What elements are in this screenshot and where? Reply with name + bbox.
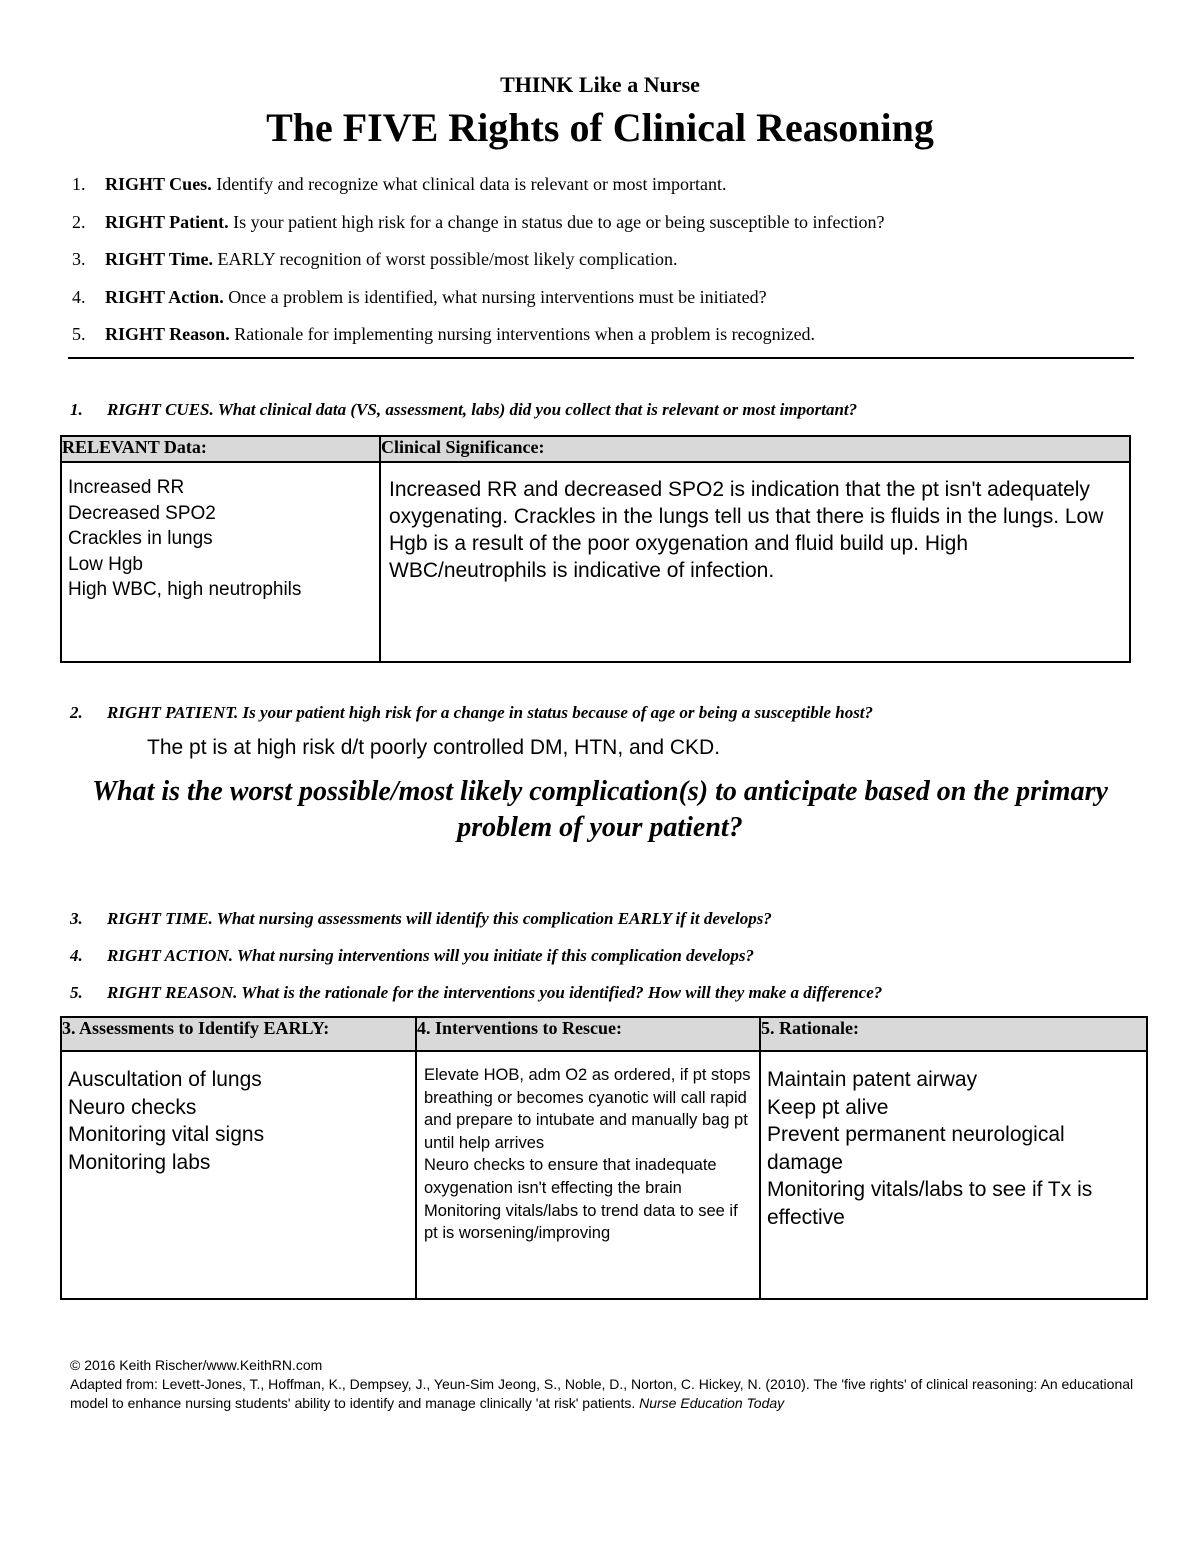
clinical-significance-cell[interactable]	[380, 462, 1130, 662]
page-title: The FIVE Rights of Clinical Reasoning	[266, 105, 934, 150]
relevant-data-item: Increased RR	[68, 477, 185, 498]
right-item: 1. RIGHT Cues. Identify and recognize what clinical data is relevant or most important.	[72, 174, 727, 194]
rationale-item: Keep pt alive	[767, 1095, 889, 1119]
assessment-item: Monitoring vital signs	[68, 1123, 265, 1146]
clinical-significance-header: Clinical Significance:	[380, 436, 1130, 462]
rationale-cell[interactable]	[760, 1051, 1147, 1299]
right-text: Identify and recognize what clinical data is relevant or most important.	[216, 174, 727, 194]
assessment-item: Monitoring labs	[68, 1150, 211, 1174]
assessments-header: 3. Assessments to Identify EARLY:	[61, 1017, 416, 1051]
rationale-item: Monitoring vitals/labs to see if Tx is effective	[767, 1178, 1093, 1229]
five-rights-list	[72, 172, 1152, 360]
clinical-significance-text: Increased RR and decreased SPO2 is indication that the pt isn't adequately oxygenating. Crackles in the lungs tell us that there is fluids in the lungs. Low Hgb is a result of the poor oxygenation and fluid build up. High WBC/neutrophils is indicative of infection.	[389, 478, 1104, 582]
relevant-data-item: High WBC, high neutrophils	[68, 579, 302, 600]
right-label: RIGHT Patient.	[105, 211, 229, 232]
intervention-item: Neuro checks to ensure that inadequate oxygenation isn't effecting the brain	[424, 1156, 717, 1197]
right-label: RIGHT Cues.	[105, 174, 212, 194]
right-label: RIGHT Reason.	[105, 324, 230, 344]
copyright: © 2016 Keith Rischer/www.KeithRN.com	[70, 1357, 323, 1373]
relevant-data-cell[interactable]	[61, 462, 380, 662]
relevant-data-header: RELEVANT Data:	[61, 436, 380, 462]
cues-question: 1. RIGHT CUES. What clinical data (VS, assessment, labs) did you collect that is relevant or most important?	[70, 400, 858, 419]
relevant-data-item: Decreased SPO2	[68, 502, 216, 524]
section-divider	[68, 357, 1134, 359]
relevant-data-item: Low Hgb	[68, 553, 143, 575]
cues-table	[60, 435, 1131, 663]
interventions-cell[interactable]	[416, 1051, 760, 1299]
right-item: 3. RIGHT Time. EARLY recognition of worst possible/most likely complication.	[72, 249, 678, 269]
interventions-table	[60, 1016, 1148, 1300]
interventions-header: 4. Interventions to Rescue:	[416, 1017, 760, 1051]
right-item: 2. RIGHT Patient. Is your patient high risk for a change in status due to age or being susceptible to infection?	[72, 211, 885, 232]
right-text: Is your patient high risk for a change in status due to age or being susceptible to infection?	[233, 211, 885, 232]
right-item: 4. RIGHT Action. Once a problem is identified, what nursing interventions must be initiated?	[72, 286, 767, 307]
rationale-item: Maintain patent airway	[767, 1068, 978, 1091]
assessment-item: Auscultation of lungs	[68, 1068, 262, 1091]
reason-question: 5. RIGHT REASON. What is the rationale for the interventions you identified? How will they make a difference?	[70, 983, 883, 1002]
intervention-item: Elevate HOB, adm O2 as ordered, if pt stops breathing or becomes cyanotic will call rapid and prepare to intubate and manually bag pt until help arrives	[424, 1066, 751, 1152]
journal-name: Nurse Education Today	[639, 1395, 785, 1411]
rationale-header: 5. Rationale:	[760, 1017, 1147, 1051]
complication-question: What is the worst possible/most likely complication(s) to anticipate based on the primary problem of your patient?	[92, 776, 1108, 843]
intervention-item: Monitoring vitals/labs to trend data to see if pt is worsening/improving	[424, 1201, 738, 1243]
assessments-cell[interactable]	[61, 1051, 416, 1299]
action-question: 4. RIGHT ACTION. What nursing interventions will you initiate if this complication develops?	[70, 946, 755, 965]
relevant-data-item: Crackles in lungs	[68, 528, 213, 549]
assessment-item: Neuro checks	[68, 1095, 197, 1119]
right-text: Rationale for implementing nursing interventions when a problem is recognized.	[234, 324, 816, 344]
citation: Adapted from: Levett-Jones, T., Hoffman, K., Dempsey, J., Yeun-Sim Jeong, S., Noble, D., Norton, C. Hickey, N. (2010). The 'five rights' of clinical reasoning: An educational model to enhance nursing students' ability to identify and manage clinically 'at risk' patients. Nurse Education Today	[70, 1376, 1134, 1411]
right-label: RIGHT Time.	[105, 249, 214, 269]
footer	[70, 1356, 1150, 1413]
right-text: EARLY recognition of worst possible/most likely complication.	[217, 249, 678, 269]
right-label: RIGHT Action.	[105, 286, 224, 307]
right-text: Once a problem is identified, what nursing interventions must be initiated?	[228, 286, 767, 307]
subtitle: THINK Like a Nurse	[500, 72, 700, 97]
right-item: 5. RIGHT Reason. Rationale for implementing nursing interventions when a problem is recognized.	[72, 324, 816, 344]
time-question: 3. RIGHT TIME. What nursing assessments will identify this complication EARLY if it develops?	[70, 909, 772, 928]
patient-answer[interactable]: The pt is at high risk d/t poorly controlled DM, HTN, and CKD.	[147, 736, 721, 759]
rationale-item: Prevent permanent neurological damage	[767, 1123, 1065, 1174]
patient-question: 2. RIGHT PATIENT. Is your patient high risk for a change in status because of age or being a susceptible host?	[70, 703, 874, 722]
